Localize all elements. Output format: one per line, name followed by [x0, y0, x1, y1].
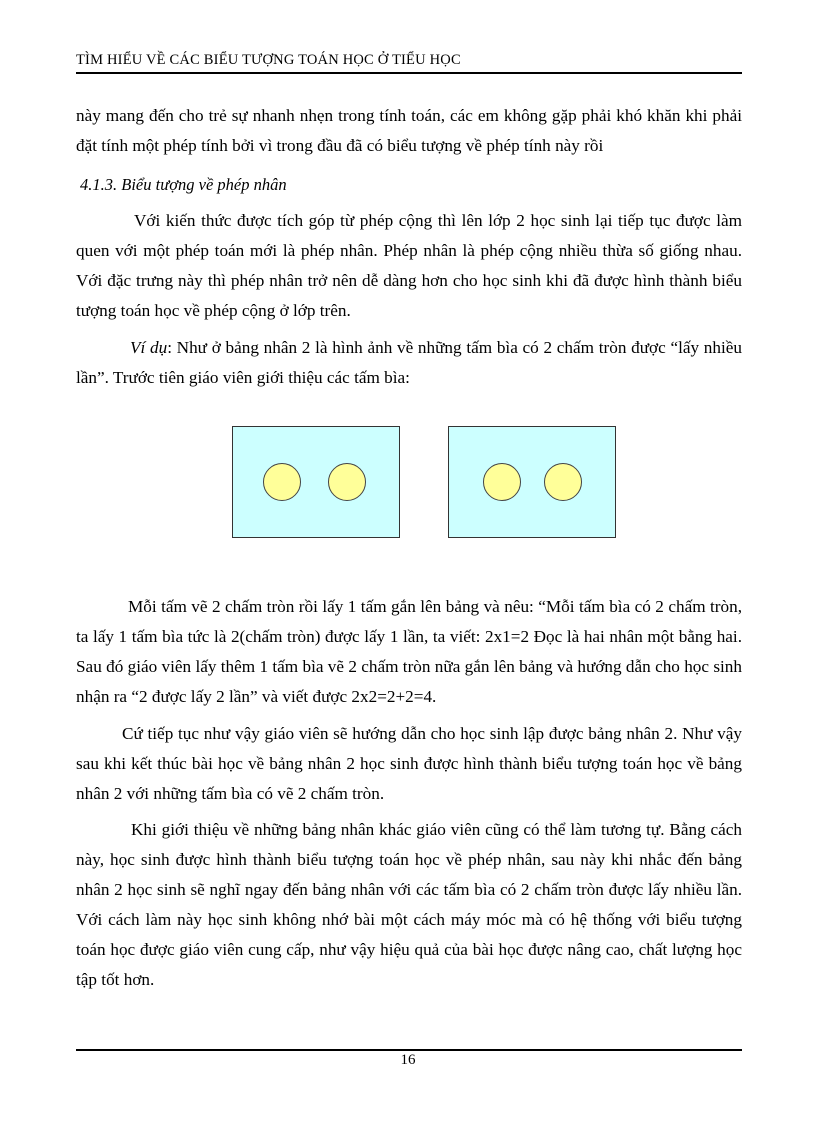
dot-1	[263, 463, 301, 501]
paragraph-table-of-two: Cứ tiếp tục như vậy giáo viên sẽ hướng dẫn cho học sinh lập được bảng nhân 2. Như vậy sau khi kết thúc bài học về bảng nhân 2 học sinh được hình thành biểu tượng toán học về bảng nhân 2 với những tấm bìa có vẽ 2 chấm tròn.	[76, 724, 742, 803]
page-number: 16	[400, 1052, 416, 1068]
dot-1	[483, 463, 521, 501]
paragraph-intro-multiplication: Với kiến thức được tích góp từ phép cộng thì lên lớp 2 học sinh lại tiếp tục được làm quen với một phép toán mới là phép nhân. Phép nhân là phép cộng nhiều thừa số giống nhau. Với đặc trưng này thì phép nhân trở nên dễ dàng hơn cho học sinh khi đã được hình thành biểu tượng toán học về phép cộng ở lớp trên.	[76, 211, 742, 320]
dot-card-2	[448, 426, 616, 538]
footer-divider	[76, 1049, 742, 1051]
example-text: : Như ở bảng nhân 2 là hình ảnh về những tấm bìa có 2 chấm tròn được “lấy nhiều lần”. Trước tiên giáo viên giới thiệu các tấm bìa:	[76, 338, 742, 387]
paragraph-other-tables: Khi giới thiệu về những bảng nhân khác giáo viên cũng có thể làm tương tự. Bằng cách này, học sinh được hình thành biểu tượng toán học về phép nhân, sau này khi nhắc đến bảng nhân 2 học sinh sẽ nghĩ ngay đến bảng nhân với các tấm bìa có 2 chấm tròn được lấy nhiều lần. Với cách làm này học sinh không nhớ bài một cách máy móc mà có hệ thống với biểu tượng toán học được giáo viên cung cấp, như vậy hiệu quả của bài học được nâng cao, chất lượng học tập tốt hơn.	[76, 820, 742, 989]
dot-2	[328, 463, 366, 501]
running-header: TÌM HIỂU VỀ CÁC BIỂU TƯỢNG TOÁN HỌC Ở TIỂU HỌC	[76, 52, 461, 68]
example-label: Ví dụ	[130, 338, 168, 357]
paragraph-continuation: này mang đến cho trẻ sự nhanh nhẹn trong tính toán, các em không gặp phải khó khăn khi phải đặt tính một phép tính bởi vì trong đầu đã có biểu tượng về phép tính này rồi	[76, 106, 742, 155]
paragraph-example	[76, 333, 742, 393]
dot-2	[544, 463, 582, 501]
section-heading: 4.1.3. Biểu tượng về phép nhân	[80, 175, 287, 194]
paragraph-card-procedure: Mỗi tấm vẽ 2 chấm tròn rồi lấy 1 tấm gắn lên bảng và nêu: “Mỗi tấm bìa có 2 chấm tròn, ta lấy 1 tấm bìa tức là 2(chấm tròn) được lấy 1 lần, ta viết: 2x1=2 Đọc là hai nhân một bằng hai. Sau đó giáo viên lấy thêm 1 tấm bìa vẽ 2 chấm tròn nữa gắn lên bảng và hướng dẫn cho học sinh nhận ra “2 được lấy 2 lần” và viết được 2x2=2+2=4.	[76, 597, 742, 706]
dot-card-1	[232, 426, 400, 538]
header-divider	[76, 72, 742, 74]
